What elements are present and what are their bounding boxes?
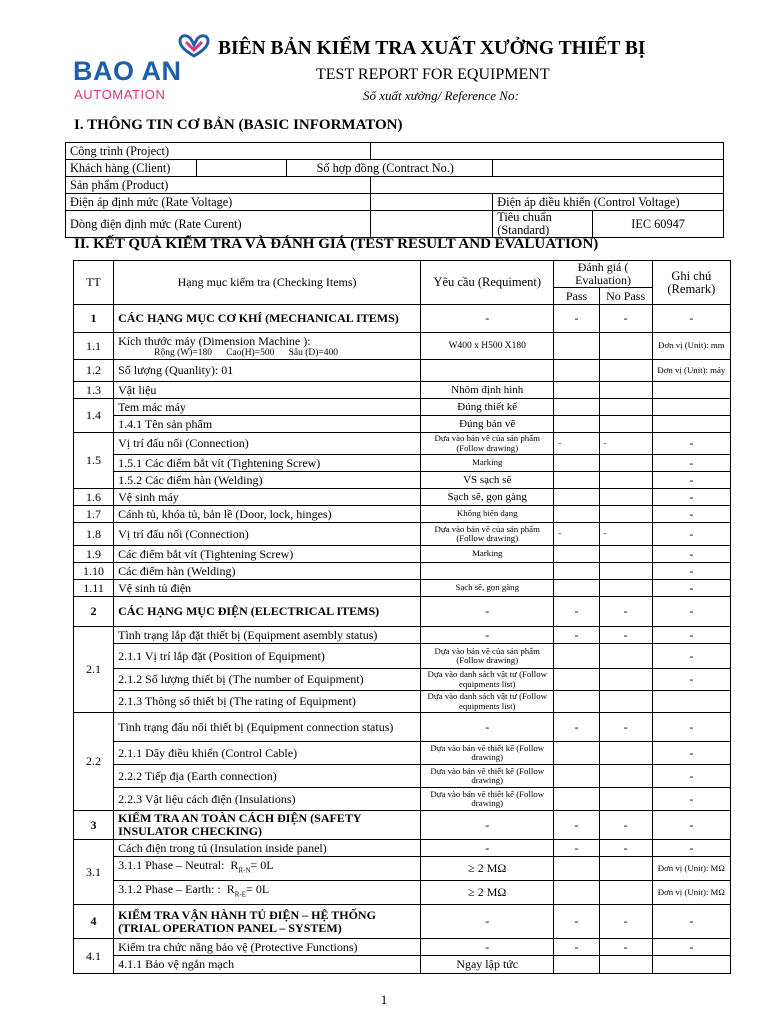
cell-req: Dựa vào bản vẽ thiết kế (Follow drawing) bbox=[421, 742, 554, 765]
cell-nopass[interactable] bbox=[599, 506, 652, 523]
cell-remark bbox=[652, 382, 730, 399]
table-row bbox=[74, 305, 731, 333]
table-row bbox=[74, 506, 731, 523]
cell-req: Dựa vào bản vẽ thiết kế (Follow drawing) bbox=[421, 765, 554, 788]
section1-heading: I. THÔNG TIN CƠ BẢN (BASIC INFORMATON) bbox=[74, 117, 403, 133]
cell-remark: - bbox=[652, 455, 730, 472]
cell-req: - bbox=[421, 713, 554, 742]
cell-remark: - bbox=[652, 765, 730, 788]
cell-req: Dựa vào danh sách vật tư (Follow equipments list) bbox=[421, 669, 554, 691]
cell-remark: - bbox=[652, 597, 730, 627]
cell-req: VS sạch sẽ bbox=[421, 472, 554, 489]
logo-sub: AUTOMATION bbox=[74, 87, 166, 102]
table-row bbox=[74, 455, 731, 472]
cell-pass[interactable] bbox=[554, 580, 599, 597]
dimension-values: Rộng (W)=180 Cao(H)=500 Sâu (D)=400 bbox=[154, 347, 338, 358]
table-row bbox=[74, 399, 731, 416]
cell-tt: 2.2 bbox=[74, 713, 114, 811]
cell-nopass[interactable] bbox=[599, 333, 652, 360]
cell-item: CÁC HẠNG MỤC ĐIỆN (ELECTRICAL ITEMS) bbox=[114, 597, 421, 627]
cell-tt: 1.1 bbox=[74, 333, 114, 360]
cell-remark: - bbox=[652, 811, 730, 840]
cell-item: Các điểm hàn (Welding) bbox=[114, 563, 421, 580]
item-text: 3.1.1 Phase – Neutral: bbox=[118, 858, 225, 873]
cell-remark: - bbox=[652, 489, 730, 506]
table-header-row bbox=[74, 261, 731, 288]
cell-item: 1.5.2 Các điểm hàn (Welding) bbox=[114, 472, 421, 489]
logo-brand: BAO AN bbox=[73, 56, 182, 86]
table-row bbox=[74, 669, 731, 691]
cell-remark: - bbox=[652, 506, 730, 523]
table-row bbox=[74, 765, 731, 788]
cell-req: Đúng thiết kế bbox=[421, 399, 554, 416]
cell-req: Sạch sẽ, gọn gàng bbox=[421, 580, 554, 597]
table-row bbox=[74, 433, 731, 455]
table-row bbox=[66, 211, 724, 238]
table-row bbox=[74, 713, 731, 742]
cell-req bbox=[421, 563, 554, 580]
header-tt: TT bbox=[74, 261, 114, 305]
cell-item: Cánh tủ, khóa tủ, bản lề (Door, lock, hinges) bbox=[114, 506, 421, 523]
cell-item: 2.1.1 Vị trí lắp đặt (Position of Equipment) bbox=[114, 644, 421, 669]
cell-pass[interactable]: - bbox=[554, 305, 599, 333]
cell-remark: - bbox=[652, 433, 730, 455]
cell-pass[interactable] bbox=[554, 563, 599, 580]
cell-req: Dựa vào bản vẽ của sản phẩm (Follow drawing) bbox=[421, 433, 554, 455]
cell-item: Tình trạng đấu nối thiết bị (Equipment connection status) bbox=[114, 713, 421, 742]
cell-tt: 1.4 bbox=[74, 399, 114, 433]
cell-pass[interactable] bbox=[554, 489, 599, 506]
table-row bbox=[66, 177, 724, 194]
cell-remark: - bbox=[652, 644, 730, 669]
cell-tt: 3.1 bbox=[74, 840, 114, 905]
cell-nopass[interactable] bbox=[599, 563, 652, 580]
cell-remark: Đơn vị (Unit): MΩ bbox=[652, 857, 730, 881]
cell-item: Vệ sinh tủ điện bbox=[114, 580, 421, 597]
cell-remark: - bbox=[652, 713, 730, 742]
cell-req: W400 x H500 X180 bbox=[421, 333, 554, 360]
cell-item: 4.1.1 Bảo vệ ngắn mạch bbox=[114, 956, 421, 974]
cell-nopass[interactable] bbox=[599, 788, 652, 811]
cell-tt: 1.6 bbox=[74, 489, 114, 506]
cell-item bbox=[114, 881, 421, 905]
cell-req: - bbox=[421, 811, 554, 840]
cell-nopass[interactable]: - bbox=[599, 433, 652, 455]
cell-item: Số lượng (Quanlity): 01 bbox=[114, 360, 421, 382]
cell-req: - bbox=[421, 305, 554, 333]
cell-remark: - bbox=[652, 669, 730, 691]
cell-nopass[interactable]: - bbox=[599, 627, 652, 644]
label-standard: Tiêu chuẩn (Standard) bbox=[493, 211, 593, 238]
cell-nopass[interactable] bbox=[599, 489, 652, 506]
value-project[interactable] bbox=[371, 143, 724, 160]
cell-item: Cách điện trong tủ (Insulation inside panel) bbox=[114, 840, 421, 857]
cell-pass[interactable]: - bbox=[554, 713, 599, 742]
cell-item: 2.2.3 Vật liệu cách điện (Insulations) bbox=[114, 788, 421, 811]
table-row bbox=[74, 840, 731, 857]
cell-req: Sạch sẽ, gọn gàng bbox=[421, 489, 554, 506]
cell-req: Không biến dạng bbox=[421, 506, 554, 523]
cell-nopass[interactable]: - bbox=[599, 523, 652, 546]
cell-pass[interactable] bbox=[554, 455, 599, 472]
cell-tt: 1.7 bbox=[74, 506, 114, 523]
cell-nopass[interactable] bbox=[599, 644, 652, 669]
cell-req: Dựa vào bản vẽ thiết kế (Follow drawing) bbox=[421, 788, 554, 811]
table-row bbox=[74, 788, 731, 811]
cell-nopass[interactable] bbox=[599, 857, 652, 881]
cell-tt: 2.1 bbox=[74, 627, 114, 713]
cell-req bbox=[421, 360, 554, 382]
cell-tt: 4.1 bbox=[74, 939, 114, 974]
resistance-symbol: R bbox=[230, 858, 239, 873]
cell-item: 2.1.1 Dây điều khiển (Control Cable) bbox=[114, 742, 421, 765]
resistance-subscript: R-N bbox=[238, 866, 251, 875]
cell-req: Dựa vào bản vẽ của sản phẩm (Follow drawing) bbox=[421, 523, 554, 546]
cell-remark: - bbox=[652, 472, 730, 489]
cell-pass[interactable] bbox=[554, 691, 599, 713]
cell-req: ≥ 2 MΩ bbox=[421, 857, 554, 881]
cell-pass[interactable]: - bbox=[554, 811, 599, 840]
basic-info-table bbox=[65, 142, 724, 238]
value-contract[interactable] bbox=[493, 160, 724, 177]
cell-nopass[interactable] bbox=[599, 455, 652, 472]
resistance-value[interactable]: = 0L bbox=[246, 882, 270, 897]
cell-nopass[interactable]: - bbox=[599, 905, 652, 939]
value-client[interactable] bbox=[196, 160, 286, 177]
cell-nopass[interactable] bbox=[599, 360, 652, 382]
cell-tt: 1 bbox=[74, 305, 114, 333]
cell-item: Kiểm tra chức năng bảo vệ (Protective Functions) bbox=[114, 939, 421, 956]
cell-nopass[interactable] bbox=[599, 382, 652, 399]
cell-pass[interactable]: - bbox=[554, 627, 599, 644]
cell-nopass[interactable] bbox=[599, 742, 652, 765]
cell-item: 2.2.2 Tiếp địa (Earth connection) bbox=[114, 765, 421, 788]
table-row bbox=[74, 489, 731, 506]
cell-pass[interactable] bbox=[554, 881, 599, 905]
cell-tt: 2 bbox=[74, 597, 114, 627]
cell-remark bbox=[652, 956, 730, 974]
cell-req: Nhôm định hình bbox=[421, 382, 554, 399]
cell-item: KIỂM TRA AN TOÀN CÁCH ĐIỆN (SAFETY INSULATOR CHECKING) bbox=[114, 811, 421, 840]
cell-pass[interactable] bbox=[554, 333, 599, 360]
cell-pass[interactable] bbox=[554, 360, 599, 382]
table-row bbox=[74, 360, 731, 382]
cell-req: Dựa vào bản vẽ của sản phẩm (Follow drawing) bbox=[421, 644, 554, 669]
cell-remark: - bbox=[652, 627, 730, 644]
resistance-subscript: R-E bbox=[234, 890, 247, 899]
table-row bbox=[74, 546, 731, 563]
cell-pass[interactable]: - bbox=[554, 523, 599, 546]
cell-item: Vật liệu bbox=[114, 382, 421, 399]
cell-item: Vị trí đấu nối (Connection) bbox=[114, 523, 421, 546]
table-row bbox=[74, 580, 731, 597]
header-items: Hạng mục kiểm tra (Checking Items) bbox=[114, 261, 421, 305]
cell-tt: 1.10 bbox=[74, 563, 114, 580]
cell-pass[interactable]: - bbox=[554, 840, 599, 857]
cell-pass[interactable] bbox=[554, 644, 599, 669]
cell-nopass[interactable]: - bbox=[599, 305, 652, 333]
company-logo bbox=[70, 32, 220, 102]
cell-item bbox=[114, 857, 421, 881]
title-en: TEST REPORT FOR EQUIPMENT bbox=[316, 66, 550, 83]
cell-pass[interactable]: - bbox=[554, 939, 599, 956]
table-row bbox=[66, 194, 724, 211]
table-row bbox=[74, 644, 731, 669]
cell-pass[interactable] bbox=[554, 765, 599, 788]
cell-tt: 3 bbox=[74, 811, 114, 840]
header-remark: Ghi chú (Remark) bbox=[652, 261, 730, 305]
cell-tt: 1.5 bbox=[74, 433, 114, 489]
cell-req: - bbox=[421, 597, 554, 627]
item-text: 3.1.2 Phase – Earth: : bbox=[118, 882, 221, 897]
cell-pass[interactable] bbox=[554, 788, 599, 811]
cell-req: ≥ 2 MΩ bbox=[421, 881, 554, 905]
cell-remark: Đơn vị (Unit): MΩ bbox=[652, 881, 730, 905]
table-row bbox=[74, 691, 731, 713]
table-row bbox=[74, 742, 731, 765]
table-row bbox=[74, 333, 731, 360]
cell-remark: - bbox=[652, 905, 730, 939]
table-row bbox=[74, 382, 731, 399]
resistance-value[interactable]: = 0L bbox=[250, 858, 274, 873]
reference-no: Số xuất xưởng/ Reference No: bbox=[363, 88, 519, 103]
cell-remark: - bbox=[652, 523, 730, 546]
section2-heading: II. KẾT QUẢ KIỂM TRA VÀ ĐÁNH GIÁ (TEST RESULT AND EVALUATION) bbox=[74, 236, 599, 252]
value-standard: IEC 60947 bbox=[593, 211, 724, 238]
table-row bbox=[74, 956, 731, 974]
table-row bbox=[74, 939, 731, 956]
cell-req: Dựa vào danh sách vật tư (Follow equipments list) bbox=[421, 691, 554, 713]
cell-req: Đúng bản vẽ bbox=[421, 416, 554, 433]
cell-remark bbox=[652, 691, 730, 713]
cell-tt: 1.2 bbox=[74, 360, 114, 382]
label-project: Công trình (Project) bbox=[66, 143, 371, 160]
cell-remark: - bbox=[652, 742, 730, 765]
cell-pass[interactable] bbox=[554, 669, 599, 691]
label-contract: Số hợp đồng (Contract No.) bbox=[286, 160, 493, 177]
cell-remark: - bbox=[652, 546, 730, 563]
logo-mark-icon bbox=[177, 32, 211, 58]
cell-nopass[interactable]: - bbox=[599, 811, 652, 840]
cell-item: CÁC HẠNG MỤC CƠ KHÍ (MECHANICAL ITEMS) bbox=[114, 305, 421, 333]
cell-remark: - bbox=[652, 563, 730, 580]
cell-item: 2.1.3 Thông số thiết bị (The rating of Equipment) bbox=[114, 691, 421, 713]
cell-nopass[interactable]: - bbox=[599, 840, 652, 857]
cell-pass[interactable] bbox=[554, 506, 599, 523]
table-row bbox=[74, 563, 731, 580]
table-row bbox=[74, 472, 731, 489]
cell-nopass[interactable] bbox=[599, 472, 652, 489]
resistance-symbol: R bbox=[226, 882, 235, 897]
table-row bbox=[74, 905, 731, 939]
cell-pass[interactable] bbox=[554, 857, 599, 881]
cell-req: - bbox=[421, 627, 554, 644]
table-row bbox=[74, 627, 731, 644]
table-row bbox=[74, 416, 731, 433]
cell-item: 2.1.2 Số lượng thiết bị (The number of Equipment) bbox=[114, 669, 421, 691]
cell-pass[interactable]: - bbox=[554, 597, 599, 627]
cell-nopass[interactable] bbox=[599, 956, 652, 974]
cell-pass[interactable] bbox=[554, 742, 599, 765]
header-requirement: Yêu cầu (Requiment) bbox=[421, 261, 554, 305]
cell-tt: 1.8 bbox=[74, 523, 114, 546]
cell-remark bbox=[652, 416, 730, 433]
cell-item bbox=[114, 333, 421, 360]
cell-remark: Đơn vị (Unit): mm bbox=[652, 333, 730, 360]
cell-pass[interactable]: - bbox=[554, 433, 599, 455]
label-rate-voltage: Điện áp định mức (Rate Voltage) bbox=[66, 194, 371, 211]
cell-pass[interactable] bbox=[554, 399, 599, 416]
cell-req: Ngay lập tức bbox=[421, 956, 554, 974]
table-row bbox=[66, 160, 724, 177]
table-row bbox=[74, 811, 731, 840]
cell-nopass[interactable] bbox=[599, 765, 652, 788]
table-row bbox=[74, 523, 731, 546]
item-text: Kích thước máy (Dimension Machine ): bbox=[118, 333, 311, 348]
cell-req: Marking bbox=[421, 546, 554, 563]
cell-pass[interactable] bbox=[554, 382, 599, 399]
cell-req: - bbox=[421, 905, 554, 939]
cell-remark: - bbox=[652, 788, 730, 811]
cell-item: Vệ sinh máy bbox=[114, 489, 421, 506]
value-rate-current[interactable] bbox=[371, 211, 493, 238]
cell-nopass[interactable] bbox=[599, 416, 652, 433]
cell-nopass[interactable] bbox=[599, 881, 652, 905]
label-rate-current: Dòng điện định mức (Rate Curent) bbox=[66, 211, 371, 238]
header-pass: Pass bbox=[554, 288, 599, 305]
cell-nopass[interactable] bbox=[599, 691, 652, 713]
cell-item: 1.4.1 Tên sản phẩm bbox=[114, 416, 421, 433]
cell-nopass[interactable]: - bbox=[599, 939, 652, 956]
label-client: Khách hàng (Client) bbox=[66, 160, 197, 177]
cell-tt: 1.9 bbox=[74, 546, 114, 563]
cell-nopass[interactable] bbox=[599, 669, 652, 691]
table-row bbox=[74, 857, 731, 881]
cell-nopass[interactable] bbox=[599, 546, 652, 563]
table-row bbox=[74, 881, 731, 905]
cell-item: Vị trí đấu nối (Connection) bbox=[114, 433, 421, 455]
cell-pass[interactable] bbox=[554, 956, 599, 974]
cell-item: Tình trạng lắp đặt thiết bị (Equipment asembly status) bbox=[114, 627, 421, 644]
cell-item: KIỂM TRA VẬN HÀNH TỦ ĐIỆN – HỆ THỐNG (TRIAL OPERATION PANEL – SYSTEM) bbox=[114, 905, 421, 939]
header-nopass: No Pass bbox=[599, 288, 652, 305]
cell-req: Marking bbox=[421, 455, 554, 472]
cell-remark: Đơn vị (Unit): máy bbox=[652, 360, 730, 382]
cell-item: Các điểm bắt vít (Tightening Screw) bbox=[114, 546, 421, 563]
cell-req: - bbox=[421, 939, 554, 956]
cell-tt: 1.3 bbox=[74, 382, 114, 399]
cell-nopass[interactable] bbox=[599, 399, 652, 416]
table-row bbox=[66, 143, 724, 160]
cell-nopass[interactable]: - bbox=[599, 597, 652, 627]
title-vi: BIÊN BẢN KIỂM TRA XUẤT XƯỞNG THIẾT BỊ bbox=[218, 38, 646, 59]
cell-pass[interactable] bbox=[554, 416, 599, 433]
cell-remark: - bbox=[652, 580, 730, 597]
evaluation-table bbox=[73, 260, 731, 974]
cell-req: - bbox=[421, 840, 554, 857]
cell-nopass[interactable]: - bbox=[599, 713, 652, 742]
cell-pass[interactable] bbox=[554, 546, 599, 563]
cell-remark: - bbox=[652, 939, 730, 956]
page-number: 1 bbox=[380, 992, 388, 1007]
cell-remark: - bbox=[652, 840, 730, 857]
table-row bbox=[74, 597, 731, 627]
cell-item: Tem mác máy bbox=[114, 399, 421, 416]
cell-item: 1.5.1 Các điểm bắt vít (Tightening Screw) bbox=[114, 455, 421, 472]
header-evaluation: Đánh giá ( Evaluation) bbox=[554, 261, 652, 288]
cell-tt: 4 bbox=[74, 905, 114, 939]
cell-remark: - bbox=[652, 305, 730, 333]
label-control-voltage: Điện áp điều khiển (Control Voltage) bbox=[493, 194, 724, 211]
cell-nopass[interactable] bbox=[599, 580, 652, 597]
cell-tt: 1.11 bbox=[74, 580, 114, 597]
cell-pass[interactable]: - bbox=[554, 905, 599, 939]
cell-remark bbox=[652, 399, 730, 416]
label-product: Sản phẩm (Product) bbox=[66, 177, 371, 194]
cell-pass[interactable] bbox=[554, 472, 599, 489]
value-rate-voltage[interactable] bbox=[371, 194, 493, 211]
value-product[interactable] bbox=[371, 177, 724, 194]
